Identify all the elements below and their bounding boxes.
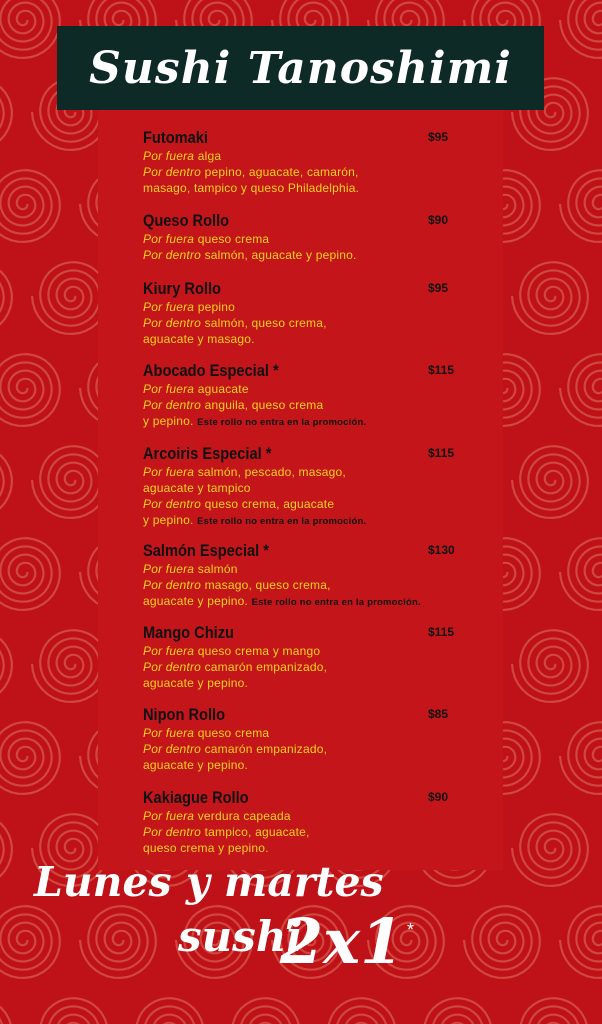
item-outside: Por fuera verdura capeada: [143, 809, 291, 823]
menu-item-kiury-rollo: [143, 279, 473, 347]
spiral-decoration: [32, 998, 108, 1024]
spiral-decoration: [560, 170, 602, 242]
spiral-decoration: [512, 262, 588, 334]
item-inside-cont: y pepino. Este rollo no entra en la promoción.: [143, 414, 367, 428]
item-price: $115: [428, 625, 455, 639]
item-name: Queso Rollo: [143, 211, 230, 230]
spiral-decoration: [32, 630, 108, 702]
promo-exclusion-note: Este rollo no entra en la promoción.: [197, 516, 367, 527]
item-price: $95: [428, 130, 449, 144]
item-outside-cont: aguacate y tampico: [143, 481, 251, 495]
menu-item-arcoiris-especial: [143, 444, 473, 530]
spiral-decoration: [560, 538, 602, 610]
item-outside: Por fuera aguacate: [143, 382, 249, 396]
item-outside: Por fuera salmón, pescado, masago,: [143, 465, 346, 479]
spiral-decoration: [0, 262, 12, 334]
item-inside-cont: aguacate y pepino.: [143, 676, 249, 690]
spiral-decoration: [560, 0, 602, 58]
item-name: Kakiague Rollo: [143, 788, 249, 807]
spiral-decoration: [0, 906, 60, 978]
promo-exclusion-note: Este rollo no entra en la promoción.: [251, 597, 421, 608]
spiral-decoration: [512, 814, 588, 886]
promo-exclusion-note: Este rollo no entra en la promoción.: [197, 417, 367, 428]
item-price: $90: [428, 213, 449, 227]
item-inside-cont: aguacate y pepino. Este rollo no entra en la promoción.: [143, 594, 421, 608]
spiral-decoration: [464, 906, 540, 978]
item-price: $115: [428, 446, 455, 460]
item-price: $90: [428, 790, 449, 804]
spiral-decoration: [0, 722, 60, 794]
spiral-decoration: [512, 630, 588, 702]
spiral-decoration: [0, 630, 12, 702]
menu-item-salmon-especial: [143, 541, 473, 611]
item-name: Nipon Rollo: [143, 705, 226, 724]
spiral-decoration: [0, 538, 60, 610]
item-outside: Por fuera salmón: [143, 562, 238, 576]
menu-item-mango-chizu: [143, 623, 473, 691]
item-name: Arcoiris Especial *: [143, 444, 272, 463]
item-name: Salmón Especial *: [143, 541, 269, 560]
restaurant-title: Sushi Tanoshimi: [89, 42, 512, 94]
spiral-decoration: [0, 354, 60, 426]
item-inside-cont: aguacate y pepino.: [143, 758, 249, 772]
spiral-decoration: [560, 906, 602, 978]
item-inside: Por dentro salmón, queso crema,: [143, 316, 327, 330]
item-outside: Por fuera pepino: [143, 300, 235, 314]
spiral-decoration: [416, 998, 492, 1024]
item-outside: Por fuera queso crema: [143, 726, 270, 740]
item-price: $130: [428, 543, 455, 557]
item-inside: Por dentro anguila, queso crema: [143, 398, 324, 412]
item-inside-cont: masago, tampico y queso Philadelphia.: [143, 181, 360, 195]
item-name: Abocado Especial *: [143, 361, 279, 380]
spiral-decoration: [560, 354, 602, 426]
item-inside-cont: y pepino. Este rollo no entra en la promoción.: [143, 513, 367, 527]
item-inside: Por dentro salmón, aguacate y pepino.: [143, 248, 357, 262]
menu-item-nipon-rollo: [143, 705, 473, 773]
item-name: Kiury Rollo: [143, 279, 221, 298]
spiral-decoration: [0, 814, 12, 886]
spiral-decoration: [560, 722, 602, 794]
menu-item-abocado-especial: [143, 361, 473, 431]
spiral-decoration: [32, 446, 108, 518]
item-inside: Por dentro tampico, aguacate,: [143, 825, 310, 839]
spiral-decoration: [512, 998, 588, 1024]
item-price: $95: [428, 281, 449, 295]
promo-sushi: sushi: [178, 912, 303, 961]
spiral-decoration: [128, 998, 204, 1024]
item-price: $85: [428, 707, 449, 721]
spiral-decoration: [224, 998, 300, 1024]
item-inside: Por dentro pepino, aguacate, camarón,: [143, 165, 359, 179]
item-inside: Por dentro queso crema, aguacate: [143, 497, 335, 511]
item-inside: Por dentro camarón empanizado,: [143, 660, 328, 674]
item-inside-cont: aguacate y masago.: [143, 332, 255, 346]
spiral-decoration: [512, 446, 588, 518]
item-inside: Por dentro camarón empanizado,: [143, 742, 328, 756]
promo-asterisk: *: [407, 920, 415, 940]
item-outside: Por fuera queso crema: [143, 232, 270, 246]
spiral-decoration: [0, 170, 60, 242]
item-outside: Por fuera queso crema y mango: [143, 644, 321, 658]
menu-item-queso-rollo: [143, 211, 473, 263]
menu-item-futomaki: [143, 128, 473, 196]
spiral-decoration: [0, 998, 12, 1024]
spiral-decoration: [0, 78, 12, 150]
item-inside-cont: queso crema y pepino.: [143, 841, 269, 855]
promo-2x1: 2x1: [280, 905, 404, 978]
spiral-decoration: [32, 262, 108, 334]
item-price: $115: [428, 363, 455, 377]
item-inside: Por dentro masago, queso crema,: [143, 578, 331, 592]
spiral-decoration: [80, 906, 156, 978]
spiral-decoration: [320, 998, 396, 1024]
promo-days: Lunes y martes: [34, 858, 384, 906]
item-name: Futomaki: [143, 128, 208, 147]
spiral-decoration: [0, 446, 12, 518]
item-name: Mango Chizu: [143, 623, 234, 642]
spiral-decoration: [0, 0, 60, 58]
menu-item-kakiague-rollo: [143, 788, 473, 856]
header-banner: [57, 26, 544, 110]
item-outside: Por fuera alga: [143, 149, 222, 163]
